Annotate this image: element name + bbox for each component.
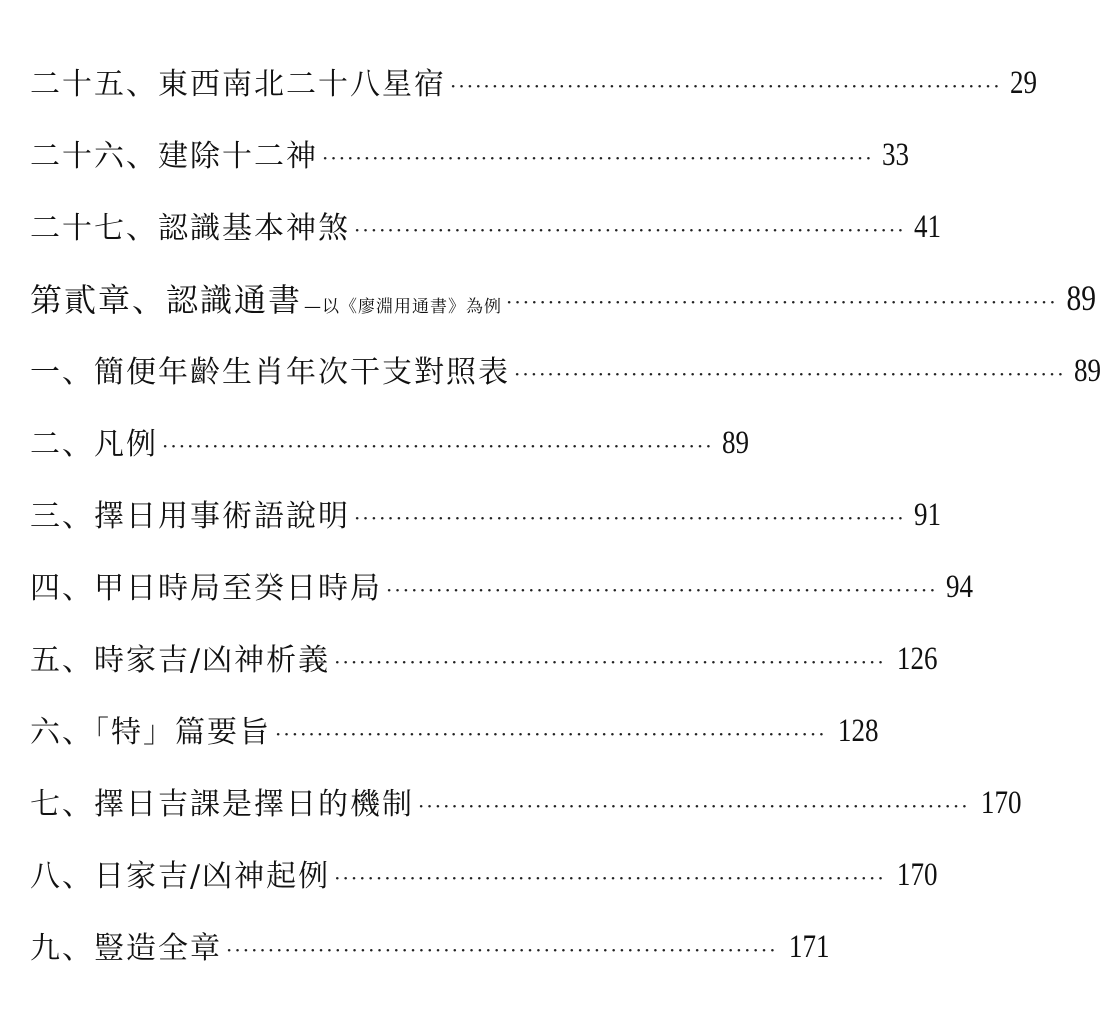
toc-chapter-entry (30, 268, 1096, 319)
toc-entry (30, 700, 879, 750)
entry-page-number: 170 (980, 785, 1022, 821)
toc-entry (30, 628, 938, 678)
toc-entry (30, 124, 909, 174)
entry-title: 七、擇日吉課是擇日的機制 (30, 787, 414, 822)
toc-entry (30, 52, 1037, 102)
toc-entry (30, 340, 1101, 390)
dot-leader: ·································································· (514, 362, 1066, 386)
toc-entry (30, 916, 830, 966)
entry-page-number: 170 (896, 857, 938, 893)
dot-leader: ·································································· (226, 938, 778, 962)
toc-entry (30, 484, 941, 534)
dot-leader: ·································································· (354, 218, 906, 242)
toc-entry (30, 556, 973, 606)
entry-page-number: 89 (1073, 353, 1101, 389)
entry-title: 一、簡便年齡生肖年次干支對照表 (30, 355, 510, 390)
toc-entry (30, 412, 749, 462)
entry-page-number: 29 (1009, 65, 1037, 101)
entry-title: 八、日家吉/凶神起例 (30, 859, 331, 894)
entry-page-number: 33 (881, 137, 909, 173)
chapter-title: 第貳章、認識通書 (30, 281, 303, 319)
dot-leader: ·································································· (418, 794, 970, 818)
entry-title: 二十六、建除十二神 (30, 139, 318, 174)
dot-leader: ·································································· (354, 506, 906, 530)
dot-leader: ·································································· (334, 650, 886, 674)
entry-page-number: 126 (896, 641, 938, 677)
entry-title: 二十七、認識基本神煞 (30, 211, 350, 246)
entry-title: 二十五、東西南北二十八星宿 (30, 67, 446, 102)
entry-title: 六、「特」篇要旨 (30, 715, 271, 750)
entry-title: 三、擇日用事術語說明 (30, 499, 350, 534)
dot-leader: ·································································· (386, 578, 938, 602)
entry-page-number: 89 (1066, 278, 1096, 318)
entry-page-number: 91 (913, 497, 941, 533)
dot-leader: ·································································· (162, 434, 714, 458)
entry-title: 五、時家吉/凶神析義 (30, 643, 331, 678)
dot-leader: ·································································· (275, 722, 827, 746)
dot-leader: ·································································· (506, 290, 1058, 314)
dot-leader: ·································································· (322, 146, 874, 170)
dot-leader: ·································································· (334, 866, 886, 890)
entry-page-number: 94 (945, 569, 973, 605)
toc-entry (30, 844, 938, 894)
entry-page-number: 89 (721, 425, 749, 461)
entry-page-number: 128 (837, 713, 879, 749)
toc-entry (30, 772, 1022, 822)
entry-title: 九、豎造全章 (30, 931, 222, 966)
toc-entry (30, 196, 941, 246)
entry-title: 四、甲日時局至癸日時局 (30, 571, 382, 606)
entry-page-number: 171 (788, 929, 830, 965)
entry-title: 二、凡例 (30, 427, 158, 462)
entry-page-number: 41 (913, 209, 941, 245)
dot-leader: ·································································· (450, 74, 1002, 98)
chapter-subtitle: —以《廖淵用通書》為例 (304, 297, 503, 317)
